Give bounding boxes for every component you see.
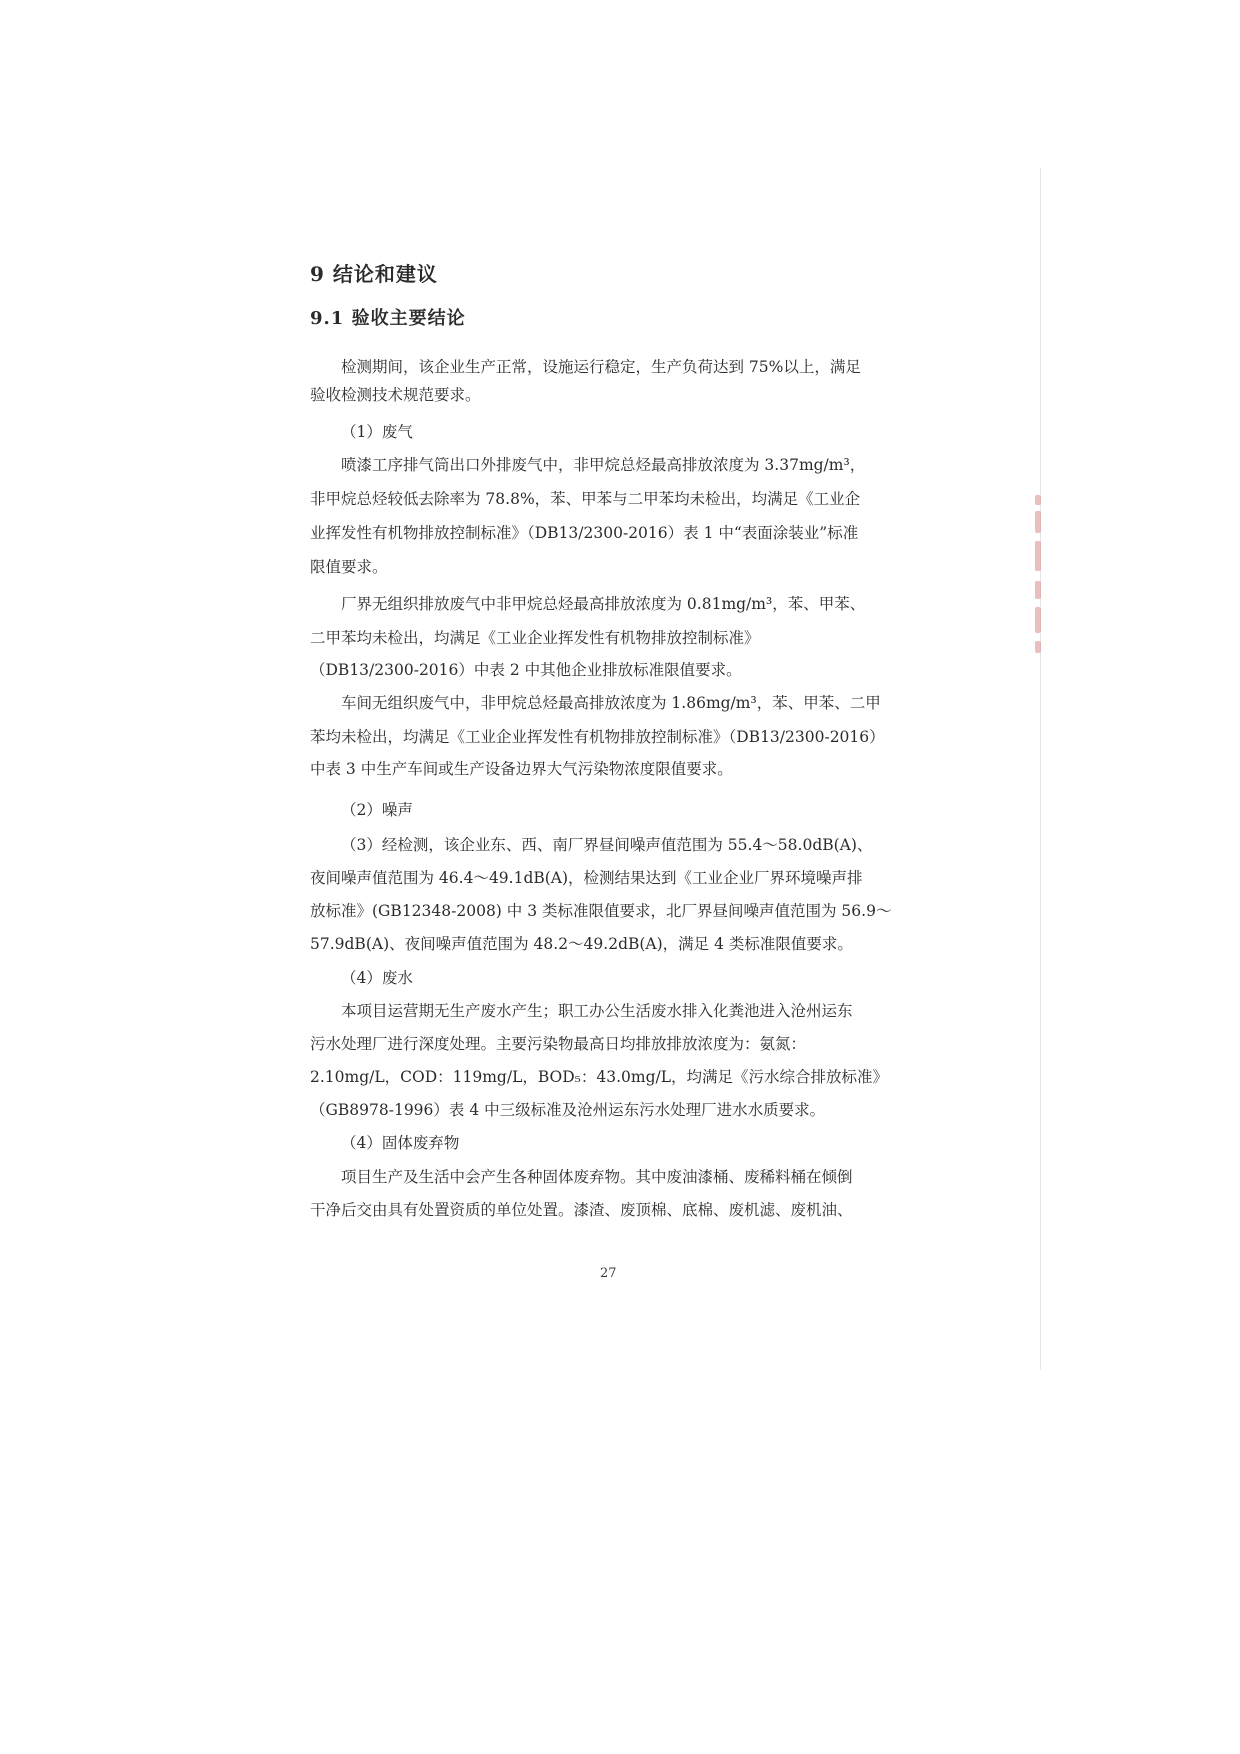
paragraph-line: 业挥发性有机物排放控制标准》（DB13/2300-2016）表 1 中“表面涂装业”标准 [310,524,859,542]
paragraph-line: 夜间噪声值范围为 46.4～49.1dB(A)，检测结果达到《工业企业厂界环境噪声排 [310,869,863,887]
paragraph-line: 限值要求。 [310,558,388,576]
subheading-solid-waste: （4）固体废弃物 [341,1134,460,1152]
paragraph-line: 验收检测技术规范要求。 [310,386,481,404]
page-number: 27 [600,1266,617,1281]
seal-stamp-fragment [1031,495,1049,655]
paragraph-line: 车间无组织废气中，非甲烷总烃最高排放浓度为 1.86mg/m³，苯、甲苯、二甲 [341,694,881,712]
paragraph-line: 2.10mg/L，COD：119mg/L，BOD₅：43.0mg/L，均满足《污水综合排放标准》 [310,1068,889,1086]
paragraph-line: 中表 3 中生产车间或生产设备边界大气污染物浓度限值要求。 [310,760,733,778]
scan-edge-line [1040,168,1041,1370]
section-heading: 9.1 验收主要结论 [310,308,466,329]
paragraph-line: 非甲烷总烃较低去除率为 78.8%，苯、甲苯与二甲苯均未检出，均满足《工业企 [310,490,861,508]
paragraph-line: （3）经检测，该企业东、西、南厂界昼间噪声值范围为 55.4～58.0dB(A)、 [341,836,873,854]
paragraph-line: （DB13/2300-2016）中表 2 中其他企业排放标准限值要求。 [310,661,742,679]
paragraph-line: 放标准》(GB12348-2008) 中 3 类标准限值要求，北厂界昼间噪声值范围为 56.9～ [310,902,892,920]
subheading-exhaust-gas: （1）废气 [341,423,413,441]
paragraph-line: 检测期间，该企业生产正常，设施运行稳定，生产负荷达到 75%以上，满足 [341,358,861,376]
subheading-noise: （2）噪声 [341,801,413,819]
paragraph-line: 干净后交由具有处置资质的单位处置。漆渣、废顶棉、底棉、废机滤、废机油、 [310,1201,853,1219]
paragraph-line: 喷漆工序排气筒出口外排废气中，非甲烷总烃最高排放浓度为 3.37mg/m³， [341,456,866,474]
paragraph-line: （GB8978-1996）表 4 中三级标准及沧州运东污水处理厂进水水质要求。 [310,1101,826,1119]
chapter-heading: 9 结论和建议 [310,262,438,286]
paragraph-line: 厂界无组织排放废气中非甲烷总烃最高排放浓度为 0.81mg/m³，苯、甲苯、 [341,595,866,613]
paragraph-line: 二甲苯均未检出，均满足《工业企业挥发性有机物排放控制标准》 [310,629,760,647]
paragraph-line: 污水处理厂进行深度处理。主要污染物最高日均排放排放浓度为：氨氮： [310,1035,807,1053]
paragraph-line: 57.9dB(A)、夜间噪声值范围为 48.2～49.2dB(A)，满足 4 类标准限值要求。 [310,935,853,953]
paragraph-line: 本项目运营期无生产废水产生；职工办公生活废水排入化粪池进入沧州运东 [341,1002,853,1020]
paragraph-line: 苯均未检出，均满足《工业企业挥发性有机物排放控制标准》（DB13/2300-2016） [310,728,885,746]
subheading-wastewater: （4）废水 [341,969,413,987]
paragraph-line: 项目生产及生活中会产生各种固体废弃物。其中废油漆桶、废稀料桶在倾倒 [341,1168,853,1186]
